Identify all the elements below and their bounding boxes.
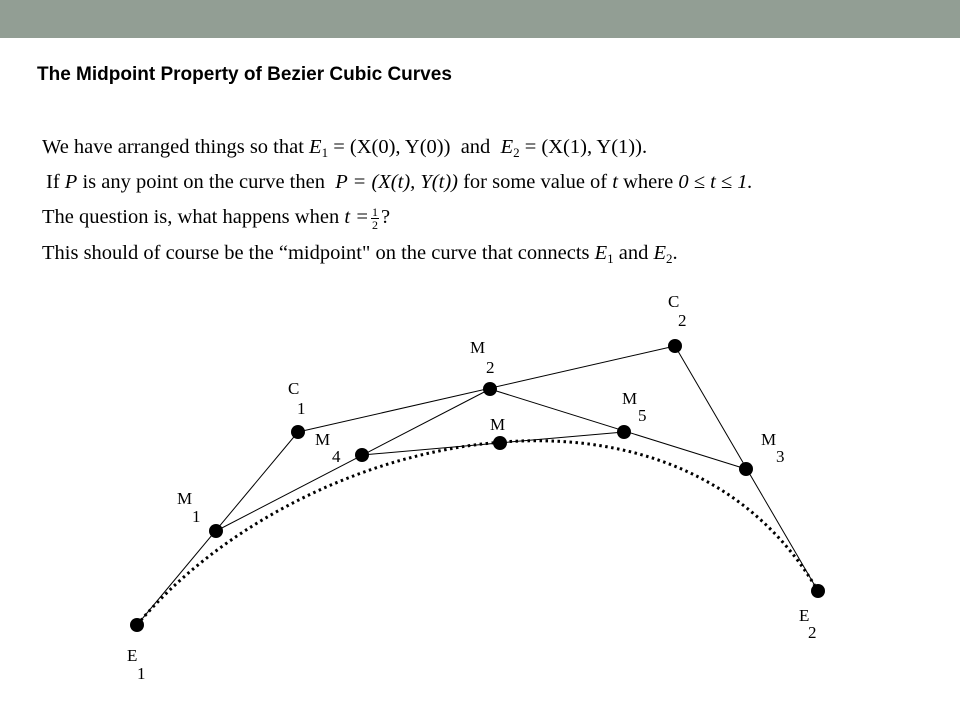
line1-e1-eq: = (X(0), Y(0)): [333, 136, 451, 158]
line4-e2-var: E: [653, 242, 667, 264]
point-e1: [130, 618, 144, 632]
bezier-curve-dotted: [137, 441, 818, 625]
label-e1-index: 1: [137, 664, 146, 683]
line4-e1-var: E: [594, 242, 608, 264]
line2-range: 0 ≤ t ≤ 1.: [678, 171, 753, 193]
point-m4: [355, 448, 369, 462]
line3-t-eq: t =: [344, 206, 369, 229]
line2-text-b: is any point on the curve then: [82, 171, 325, 193]
line2-p-var: P: [64, 171, 78, 193]
line3-question-mark: ?: [380, 206, 391, 229]
label-m4-letter: M: [315, 430, 331, 449]
label-m3-letter: M: [761, 430, 777, 449]
label-m5-letter: M: [622, 389, 638, 408]
line4-e2-sub: 2: [666, 251, 673, 266]
line2-text-c: for some value of: [463, 171, 608, 193]
line1-e2-sub: 2: [513, 145, 520, 160]
line1-e1-var: E: [309, 136, 322, 158]
label-e2-index: 2: [808, 623, 817, 642]
line4-and: and: [618, 242, 649, 264]
line2-t-var: t: [612, 171, 618, 193]
line4-e1-sub: 1: [607, 251, 614, 266]
label-m1-index: 1: [192, 507, 201, 526]
slide-title: The Midpoint Property of Bezier Cubic Curves: [37, 64, 452, 85]
label-c1-letter: C: [288, 379, 300, 398]
label-m2-letter: M: [470, 338, 486, 357]
line2-text-d: where: [623, 171, 674, 193]
line2-p-eq: P = (X(t), Y(t)): [335, 171, 458, 193]
label-m2-index: 2: [486, 358, 495, 377]
line1-text-a: We have arranged things so that: [42, 136, 304, 158]
point-m2: [483, 382, 497, 396]
point-c1: [291, 425, 305, 439]
line3-frac-den: 2: [371, 218, 378, 232]
label-c1-index: 1: [297, 399, 306, 418]
line4-end: .: [672, 242, 678, 264]
label-m4-index: 4: [332, 447, 341, 466]
label-c2-letter: C: [668, 292, 680, 311]
line2-text-a: If: [46, 171, 60, 193]
segment-m1-m2: [216, 389, 490, 531]
label-m-letter: M: [490, 415, 506, 434]
line1-and: and: [460, 136, 491, 158]
line3-text-a: The question is, what happens when: [42, 206, 340, 229]
label-m5-index: 5: [638, 406, 647, 425]
point-m3: [739, 462, 753, 476]
line1-e2-var: E: [500, 136, 514, 158]
line4-text-a: This should of course be the “midpoint" on the curve that connects: [42, 242, 590, 264]
point-m: [493, 436, 507, 450]
point-m1: [209, 524, 223, 538]
point-m5: [617, 425, 631, 439]
point-e2: [811, 584, 825, 598]
line1-e1-sub: 1: [321, 145, 329, 160]
label-e2-letter: E: [799, 606, 810, 625]
line1-e2-eq: = (X(1), Y(1)).: [524, 136, 648, 158]
line3-frac-num: 1: [371, 205, 378, 219]
label-c2-index: 2: [678, 311, 687, 330]
label-m3-index: 3: [776, 447, 785, 466]
point-c2: [668, 339, 682, 353]
label-e1-letter: E: [127, 646, 138, 665]
label-m1-letter: M: [177, 489, 193, 508]
